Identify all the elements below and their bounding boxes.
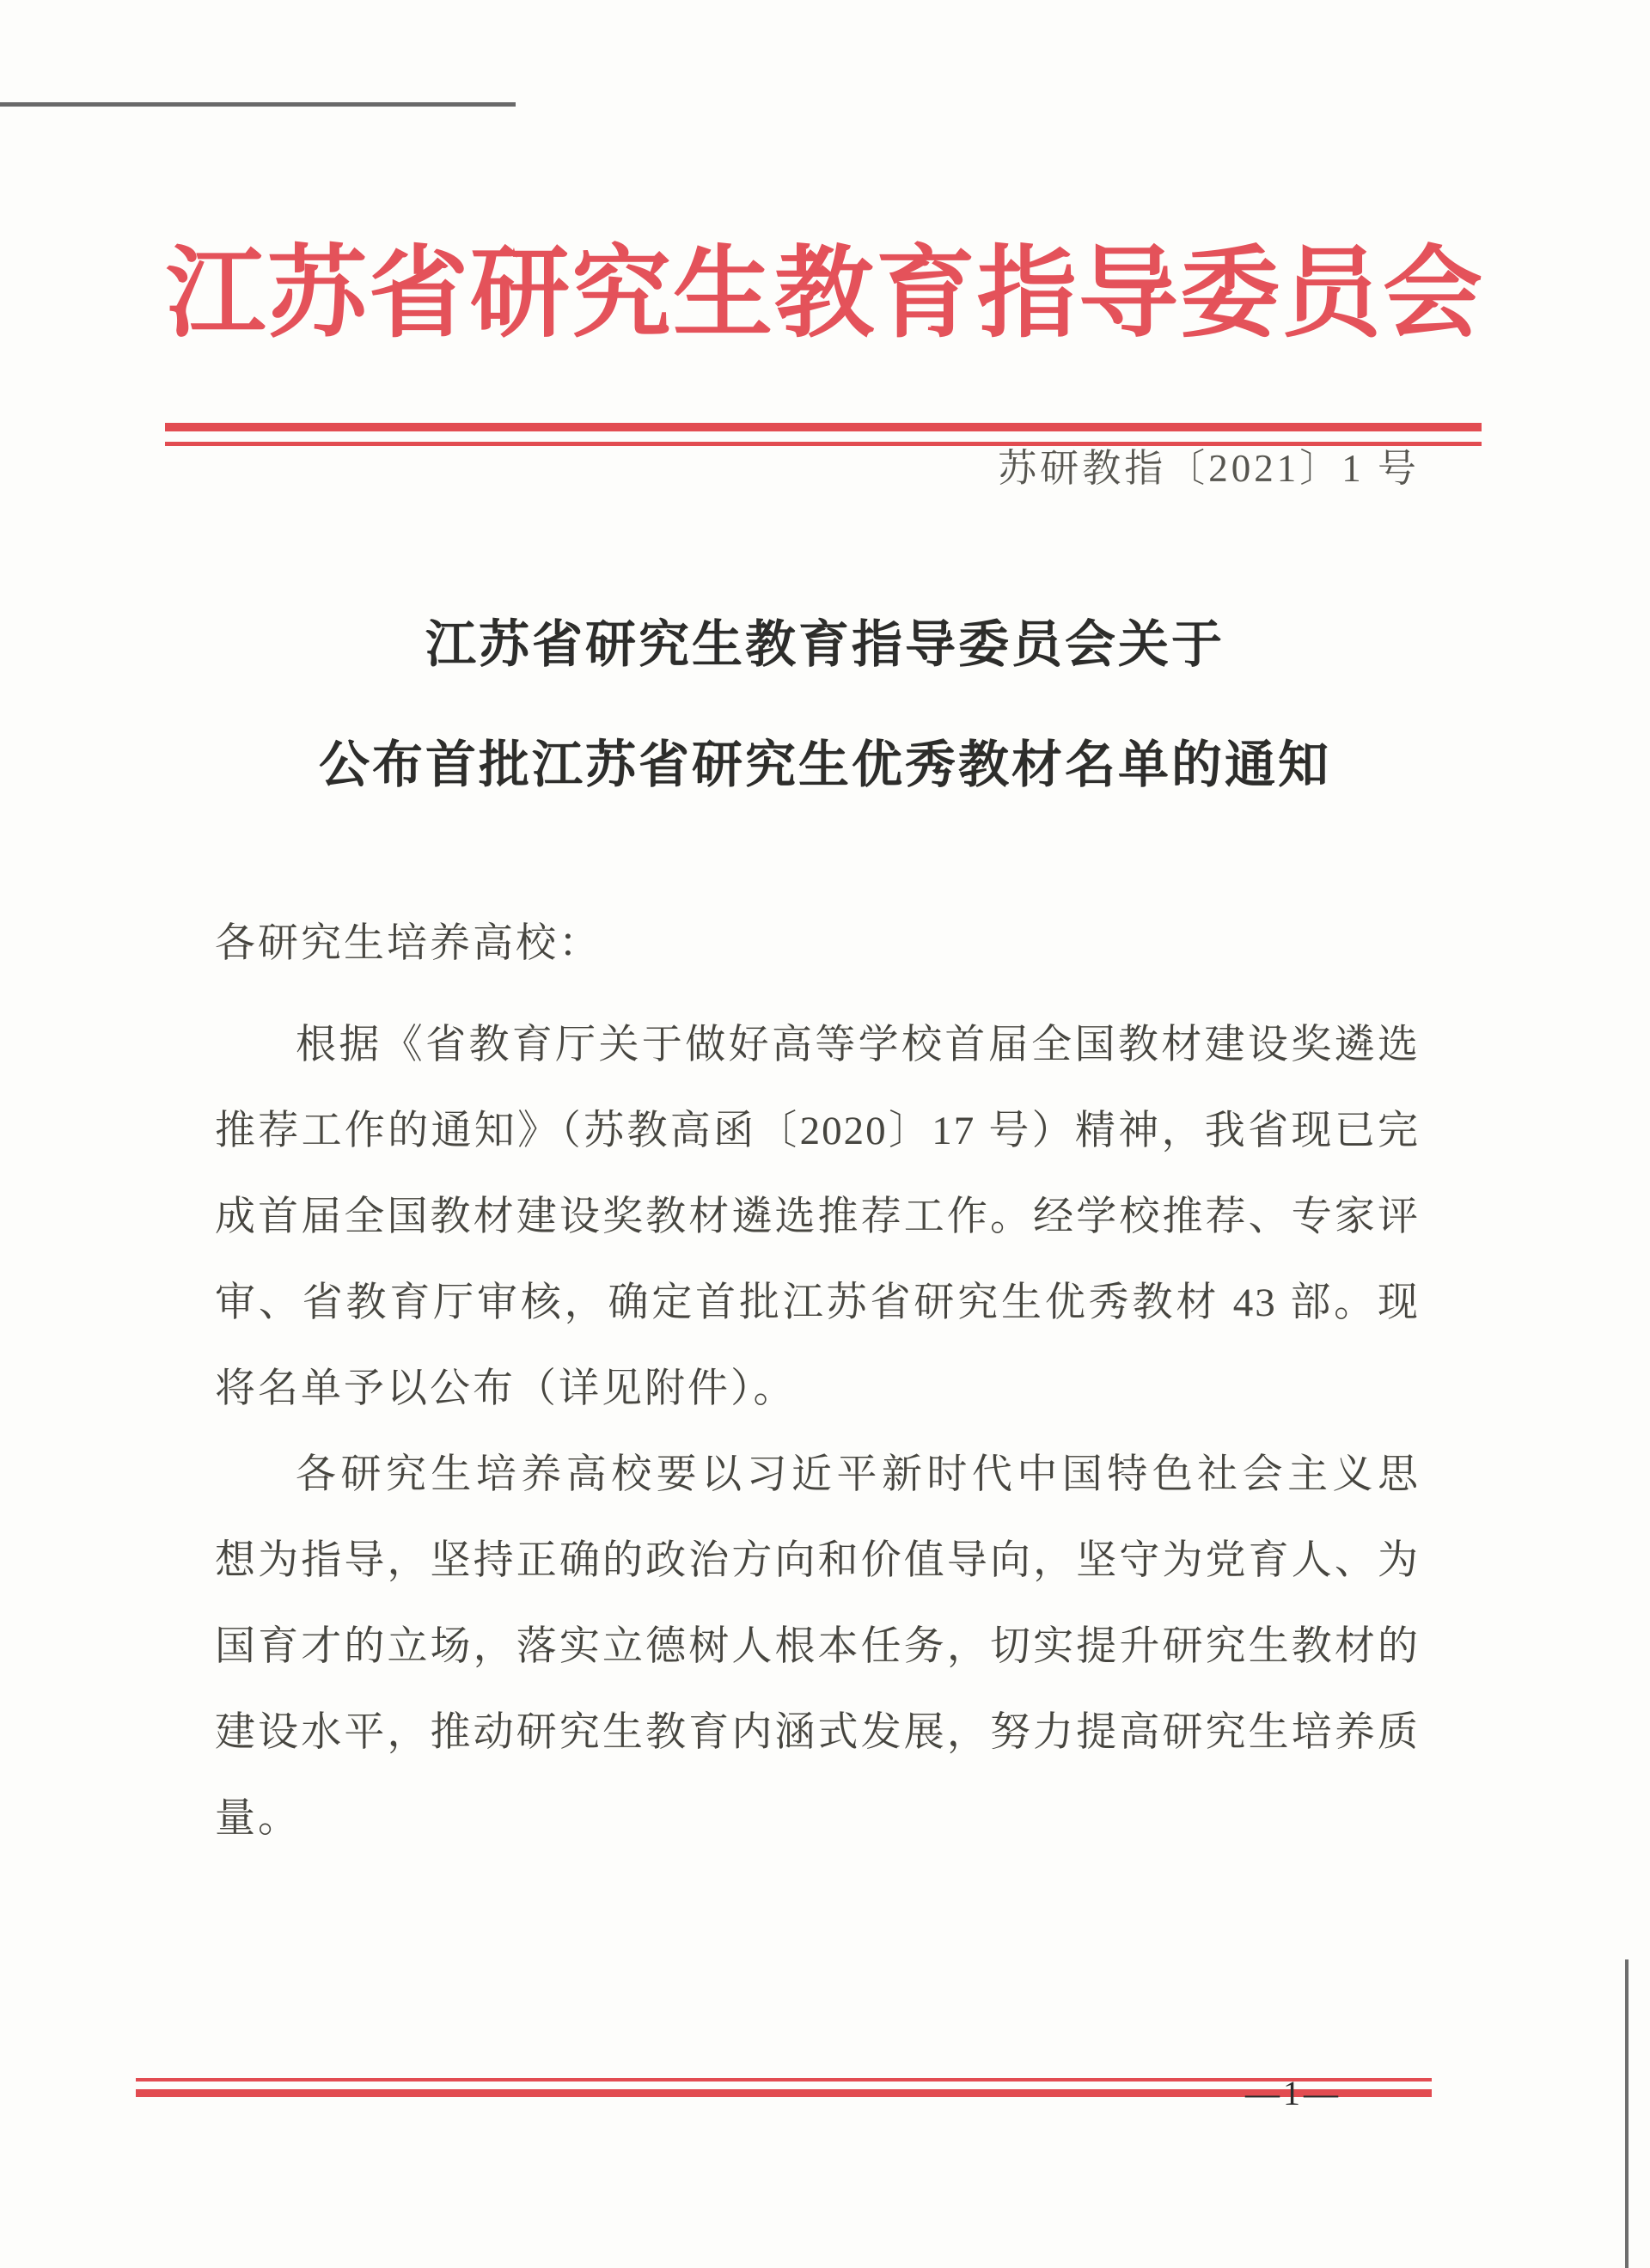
scan-artifact-right-edge — [1625, 1959, 1629, 2268]
paragraph-2-line-5: 量。 — [215, 1796, 301, 1841]
document-number: 苏研教指〔2021〕1 号 — [998, 447, 1420, 490]
paragraph-1-line-1: 根据《省教育厅关于做好高等学校首届全国教材建设奖遴选 — [296, 1023, 1420, 1067]
paragraph-2-line-2: 想为指导，坚持正确的政治方向和价值导向，坚守为党育人、为 — [215, 1538, 1420, 1583]
letterhead-org-title: 江苏省研究生教育指导委员会 — [166, 240, 1484, 350]
paragraph-2-line-1: 各研究生培养高校要以习近平新时代中国特色社会主义思 — [296, 1452, 1420, 1497]
page-number: —1— — [1245, 2074, 1341, 2112]
notice-title-line-1: 江苏省研究生教育指导委员会关于 — [425, 616, 1225, 673]
paragraph-1-line-3: 成首届全国教材建设奖教材遴选推荐工作。经学校推荐、专家评 — [215, 1195, 1420, 1239]
paragraph-2-line-4: 建设水平，推动研究生教育内涵式发展，努力提高研究生培养质 — [215, 1710, 1420, 1755]
letterhead-separator-thick — [165, 423, 1482, 431]
scan-artifact-top-streak — [0, 102, 516, 107]
paragraph-1-line-5: 将名单予以公布（详见附件）。 — [215, 1366, 797, 1411]
paragraph-1-line-4: 审、省教育厅审核，确定首批江苏省研究生优秀教材 43 部。现 — [215, 1281, 1420, 1325]
paragraph-1-line-2: 推荐工作的通知》（苏教高函〔2020〕17 号）精神，我省现已完 — [215, 1109, 1420, 1153]
salutation: 各研究生培养高校： — [215, 921, 602, 966]
notice-title-line-2: 公布首批江苏省研究生优秀教材名单的通知 — [318, 737, 1331, 793]
paragraph-2-line-3: 国育才的立场，落实立德树人根本任务，切实提升研究生教材的 — [215, 1624, 1420, 1669]
